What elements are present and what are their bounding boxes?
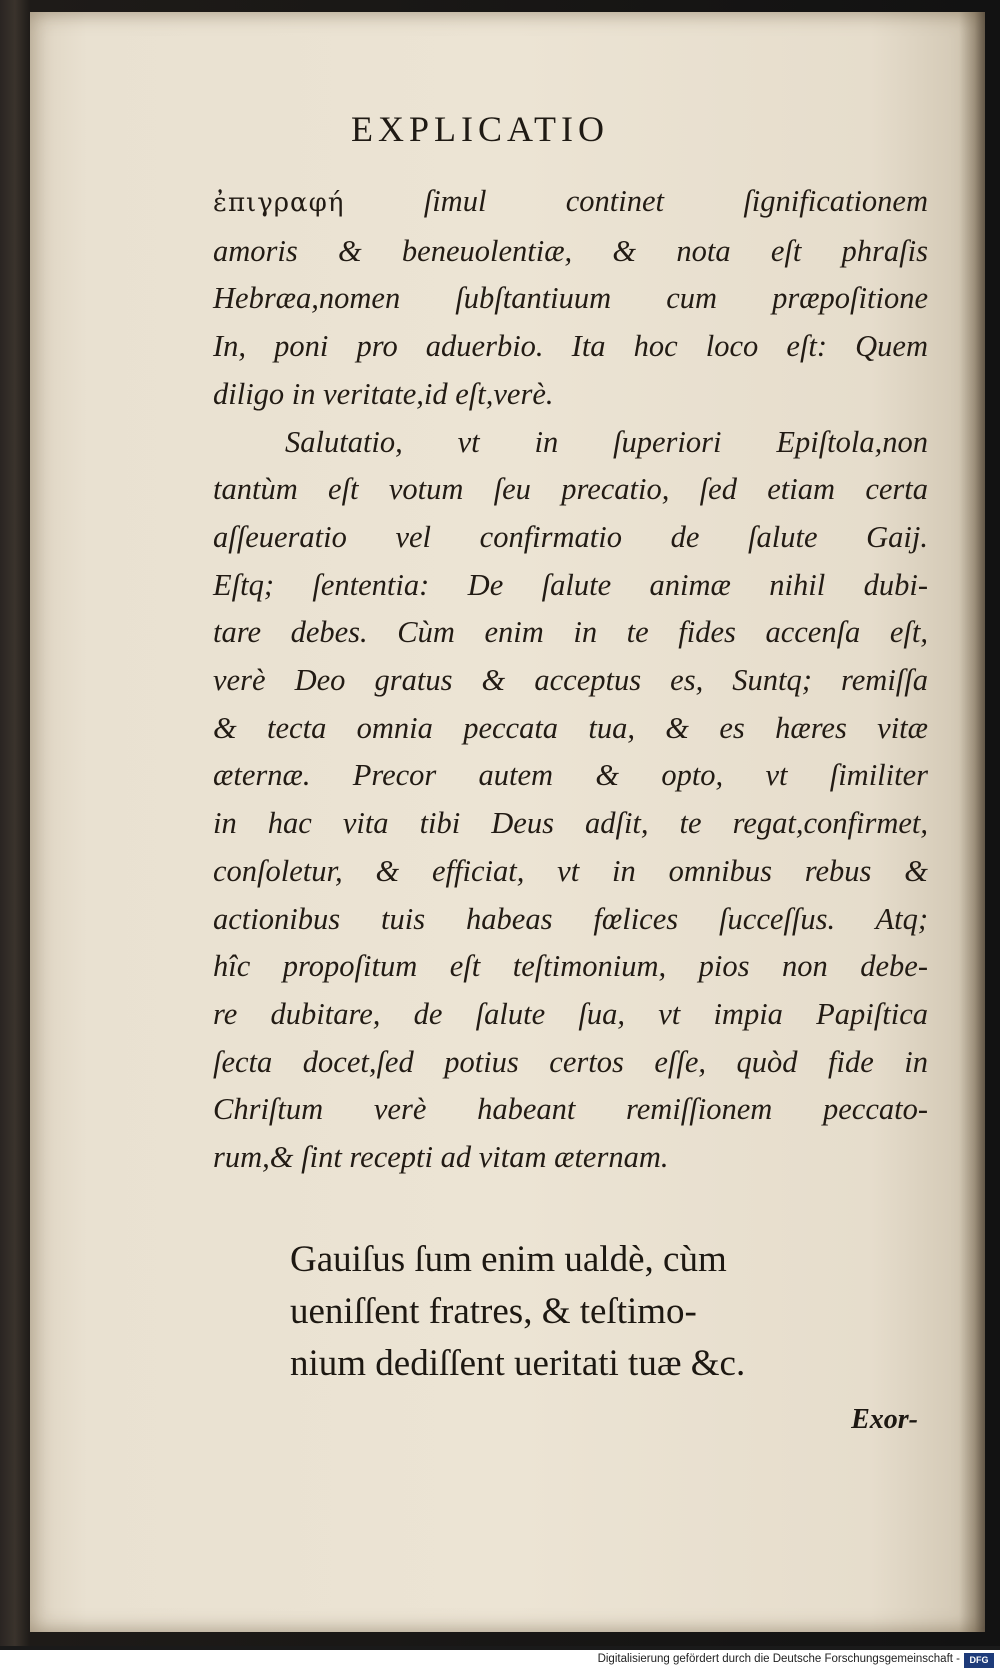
greek-word: ἐπιγραφή xyxy=(213,188,345,218)
body-line: tare debes. Cùm enim in te fides accenſa eſt, xyxy=(213,615,928,650)
body-line: ἐπιγραφή ſimul continet ſignificationem xyxy=(213,184,928,218)
body-line: re dubitare, de ſalute ſua, vt impia Papiſtica xyxy=(213,996,928,1031)
body-line: aſſeueratio vel confirmatio de ſalute Gaij. xyxy=(213,519,928,554)
body-line: Chriſtum verè habeant remiſſionem peccato- xyxy=(213,1092,928,1127)
body-line: conſoletur, & efficiat, vt in omnibus rebus & xyxy=(213,853,928,888)
body-line: diligo in veritate,id eſt,verè. xyxy=(213,376,554,411)
body-line: & tecta omnia peccata tua, & es hæres vitæ xyxy=(213,710,928,745)
catchword: Exor- xyxy=(851,1404,918,1435)
body-text xyxy=(213,178,928,1182)
body-line: Eſtq; ſententia: De ſalute animæ nihil dubi- xyxy=(213,567,928,602)
body-line: in hac vita tibi Deus adſit, te regat,confirmet, xyxy=(213,806,928,841)
quote-line: Gauiſus ſum enim ualdè, cùm xyxy=(290,1239,727,1280)
quote-line: nium dediſſent ueritati tuæ &c. xyxy=(290,1343,746,1384)
footer-bar xyxy=(0,1650,1000,1672)
running-header: EXPLICATIO xyxy=(351,109,609,149)
body-line: actionibus tuis habeas fœlices ſucceſſus. Atq; xyxy=(213,901,928,936)
body-line: tantùm eſt votum ſeu precatio, ſed etiam certa xyxy=(213,472,928,507)
body-line: amoris & beneuolentiæ, & nota eſt phraſis xyxy=(213,233,928,268)
body-line: hîc propoſitum eſt teſtimonium, pios non debe- xyxy=(213,949,928,984)
body-line: ſecta docet,ſed potius certos eſſe, quòd fide in xyxy=(213,1044,928,1079)
body-line: verè Deo gratus & acceptus es, Suntq; remiſſa xyxy=(213,663,928,698)
dfg-logo: DFG xyxy=(964,1653,994,1668)
body-line: Hebræa,nomen ſubſtantiuum cum præpoſitione xyxy=(213,281,928,316)
body-line: rum,& ſint recepti ad vitam æternam. xyxy=(213,1140,669,1175)
body-line: Salutatio, vt in ſuperiori Epiſtola,non xyxy=(285,424,928,459)
funding-credit: Digitalisierung gefördert durch die Deutsche Forschungsgemeinschaft - xyxy=(597,1653,960,1665)
quote-line: ueniſſent fratres, & teſtimo- xyxy=(290,1291,697,1332)
page-edge-shadow xyxy=(959,12,985,1632)
body-line: In, poni pro aduerbio. Ita hoc loco eſt: Quem xyxy=(213,329,928,364)
scripture-quote xyxy=(290,1234,856,1390)
body-line: æternæ. Precor autem & opto, vt ſimiliter xyxy=(213,758,928,793)
